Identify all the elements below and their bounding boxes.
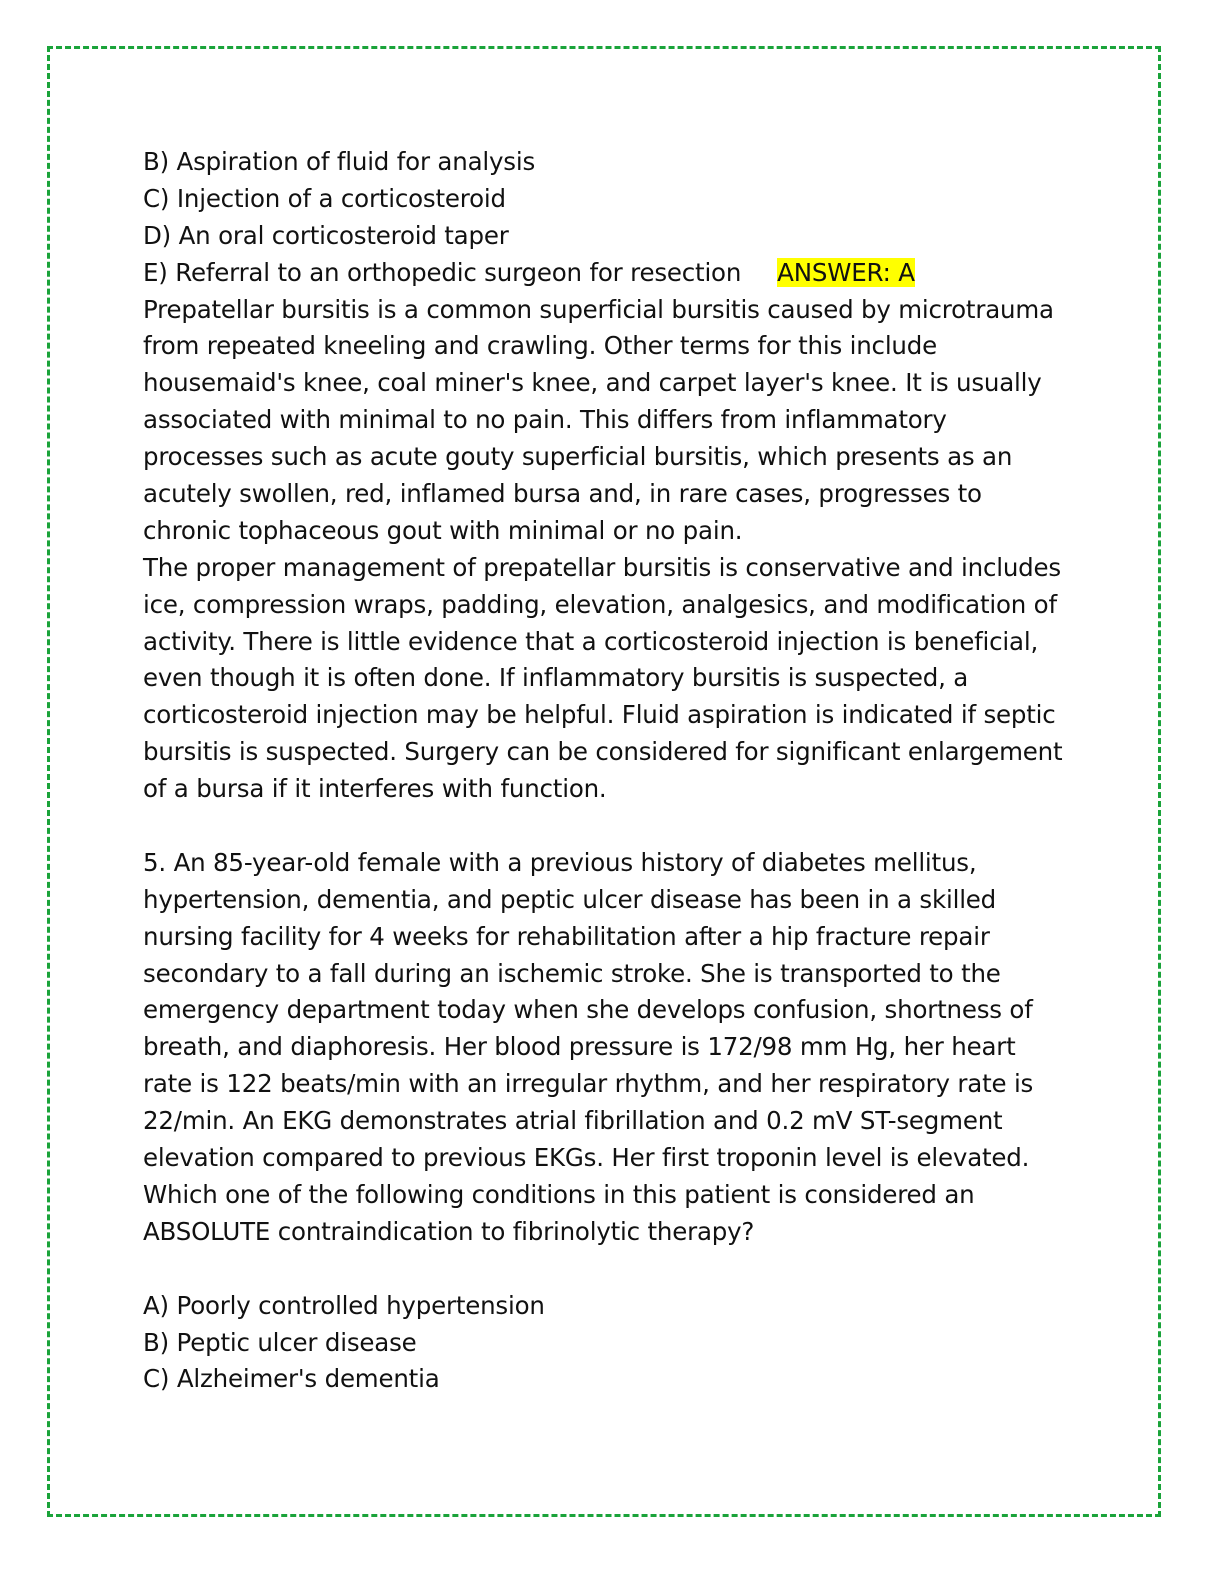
question-stem-line: secondary to a fall during an ischemic stroke. She is transported to the <box>143 958 1001 988</box>
management-line: The proper management of prepatellar bursitis is conservative and includes <box>143 552 1061 582</box>
option-e-prev-line <box>143 255 1088 292</box>
answer-label: ANSWER: A <box>777 257 915 287</box>
explanation-line: Prepatellar bursitis is a common superficial bursitis caused by microtrauma <box>143 294 1054 324</box>
question-stem-line: rate is 122 beats/min with an irregular rhythm, and her respiratory rate is <box>143 1069 1034 1099</box>
paragraph-spacer <box>143 1251 1088 1288</box>
document-body <box>143 144 1088 1398</box>
management-line: corticosteroid injection may be helpful. Fluid aspiration is indicated if septic <box>143 700 1056 730</box>
explanation-line: processes such as acute gouty superficial bursitis, which presents as an <box>143 442 1013 472</box>
option-b: B) Peptic ulcer disease <box>143 1327 417 1357</box>
question-stem-line: hypertension, dementia, and peptic ulcer disease has been in a skilled <box>143 884 997 914</box>
explanation-line: chronic tophaceous gout with minimal or no pain. <box>143 515 743 545</box>
paragraph-spacer <box>143 808 1088 845</box>
question-stem-line: 22/min. An EKG demonstrates atrial fibrillation and 0.2 mV ST-segment <box>143 1106 1003 1136</box>
explanation-line: acutely swollen, red, inflamed bursa and, in rare cases, progresses to <box>143 479 982 509</box>
management-line: ice, compression wraps, padding, elevation, analgesics, and modification of <box>143 589 1057 619</box>
explanation-line: associated with minimal to no pain. This differs from inflammatory <box>143 405 947 435</box>
question-stem-line: Which one of the following conditions in this patient is considered an <box>143 1179 975 1209</box>
option-d-prev: D) An oral corticosteroid taper <box>143 220 509 250</box>
question-stem-line: ABSOLUTE contraindication to fibrinolytic therapy? <box>143 1216 755 1246</box>
question-stem-line: breath, and diaphoresis. Her blood pressure is 172/98 mm Hg, her heart <box>143 1032 1016 1062</box>
management-line: bursitis is suspected. Surgery can be considered for significant enlargement <box>143 737 1063 767</box>
management-line: even though it is often done. If inflammatory bursitis is suspected, a <box>143 663 969 693</box>
question-stem-line: nursing facility for 4 weeks for rehabilitation after a hip fracture repair <box>143 921 990 951</box>
question-stem-line: emergency department today when she develops confusion, shortness of <box>143 995 1033 1025</box>
question-stem-line: 5. An 85-year-old female with a previous history of diabetes mellitus, <box>143 847 977 877</box>
option-b-prev: B) Aspiration of fluid for analysis <box>143 147 536 176</box>
question-stem-line: elevation compared to previous EKGs. Her first troponin level is elevated. <box>143 1143 1030 1173</box>
explanation-line: housemaid's knee, coal miner's knee, and carpet layer's knee. It is usually <box>143 368 1042 398</box>
explanation-line: from repeated kneeling and crawling. Other terms for this include <box>143 331 937 361</box>
option-c: C) Alzheimer's dementia <box>143 1364 440 1394</box>
management-line: of a bursa if it interferes with function. <box>143 774 607 804</box>
option-c-prev: C) Injection of a corticosteroid <box>143 183 506 213</box>
option-a: A) Poorly controlled hypertension <box>143 1290 545 1320</box>
management-line: activity. There is little evidence that a corticosteroid injection is beneficial, <box>143 626 1039 656</box>
option-e-prev: E) Referral to an orthopedic surgeon for resection <box>143 257 742 287</box>
